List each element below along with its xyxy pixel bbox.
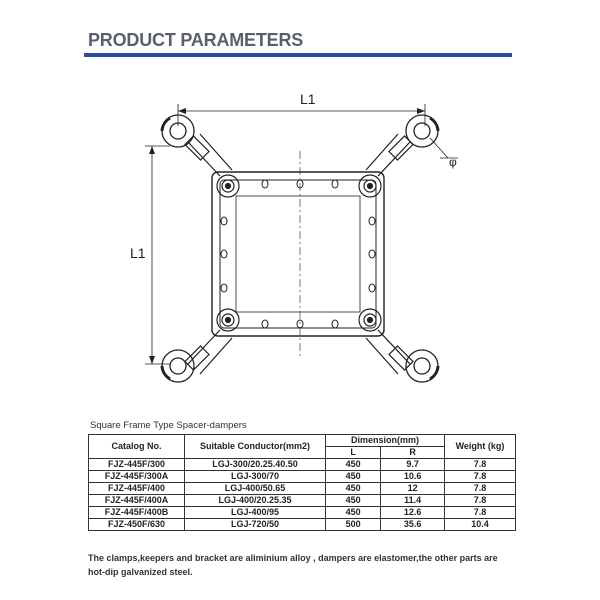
- conductor-cell: LGJ-300/70: [185, 471, 326, 483]
- table-row: [89, 495, 516, 507]
- catalog-cell: FJZ-445F/300A: [89, 471, 185, 483]
- r-cell: 35.6: [381, 519, 445, 531]
- conductor-cell: LGJ-400/95: [185, 507, 326, 519]
- spacer-damper-drawing: [100, 76, 500, 416]
- page-title: PRODUCT PARAMETERS: [88, 30, 304, 50]
- conductor-header: Suitable Conductor(mm2): [185, 435, 326, 459]
- weight-cell: 7.8: [445, 459, 516, 471]
- l-cell: 450: [326, 495, 381, 507]
- diameter-label: φ: [449, 155, 457, 169]
- width-dimension-label: L1: [300, 91, 316, 107]
- catalog-cell: FJZ-445F/400B: [89, 507, 185, 519]
- catalog-cell: FJZ-445F/300: [89, 459, 185, 471]
- l-cell: 450: [326, 471, 381, 483]
- catalog-cell: FJZ-450F/630: [89, 519, 185, 531]
- weight-cell: 7.8: [445, 483, 516, 495]
- l-cell: 450: [326, 459, 381, 471]
- conductor-cell: LGJ-300/20.25.40.50: [185, 459, 326, 471]
- dimension-header: Dimension(mm): [326, 435, 445, 447]
- weight-cell: 7.8: [445, 495, 516, 507]
- table-row: [89, 483, 516, 495]
- l-cell: 450: [326, 507, 381, 519]
- catalog-header: Catalog No.: [89, 435, 185, 459]
- r-cell: 9.7: [381, 459, 445, 471]
- table-row: [89, 519, 516, 531]
- conductor-cell: LGJ-400/50.65: [185, 483, 326, 495]
- conductor-cell: LGJ-720/50: [185, 519, 326, 531]
- r-cell: 10.6: [381, 471, 445, 483]
- table-row: [89, 459, 516, 471]
- table-row: [89, 471, 516, 483]
- r-cell: 11.4: [381, 495, 445, 507]
- r-cell: 12: [381, 483, 445, 495]
- weight-cell: 7.8: [445, 471, 516, 483]
- r-cell: 12.6: [381, 507, 445, 519]
- material-note: The clamps,keepers and bracket are aliminium alloy , dampers are elastomer,the other parts are hot-dip galvanized steel.: [88, 553, 498, 577]
- dimension-r-header: R: [381, 447, 445, 459]
- table-row: [89, 507, 516, 519]
- weight-header: Weight (kg): [445, 435, 516, 459]
- dimension-l-header: L: [326, 447, 381, 459]
- catalog-cell: FJZ-445F/400: [89, 483, 185, 495]
- conductor-cell: LGJ-400/20.25.35: [185, 495, 326, 507]
- weight-cell: 7.8: [445, 507, 516, 519]
- spec-table: [88, 434, 516, 531]
- l-cell: 450: [326, 483, 381, 495]
- title-underline: [84, 53, 512, 57]
- table-caption: Square Frame Type Spacer-dampers: [90, 420, 247, 431]
- height-dimension-label: L1: [130, 245, 146, 261]
- weight-cell: 10.4: [445, 519, 516, 531]
- catalog-cell: FJZ-445F/400A: [89, 495, 185, 507]
- l-cell: 500: [326, 519, 381, 531]
